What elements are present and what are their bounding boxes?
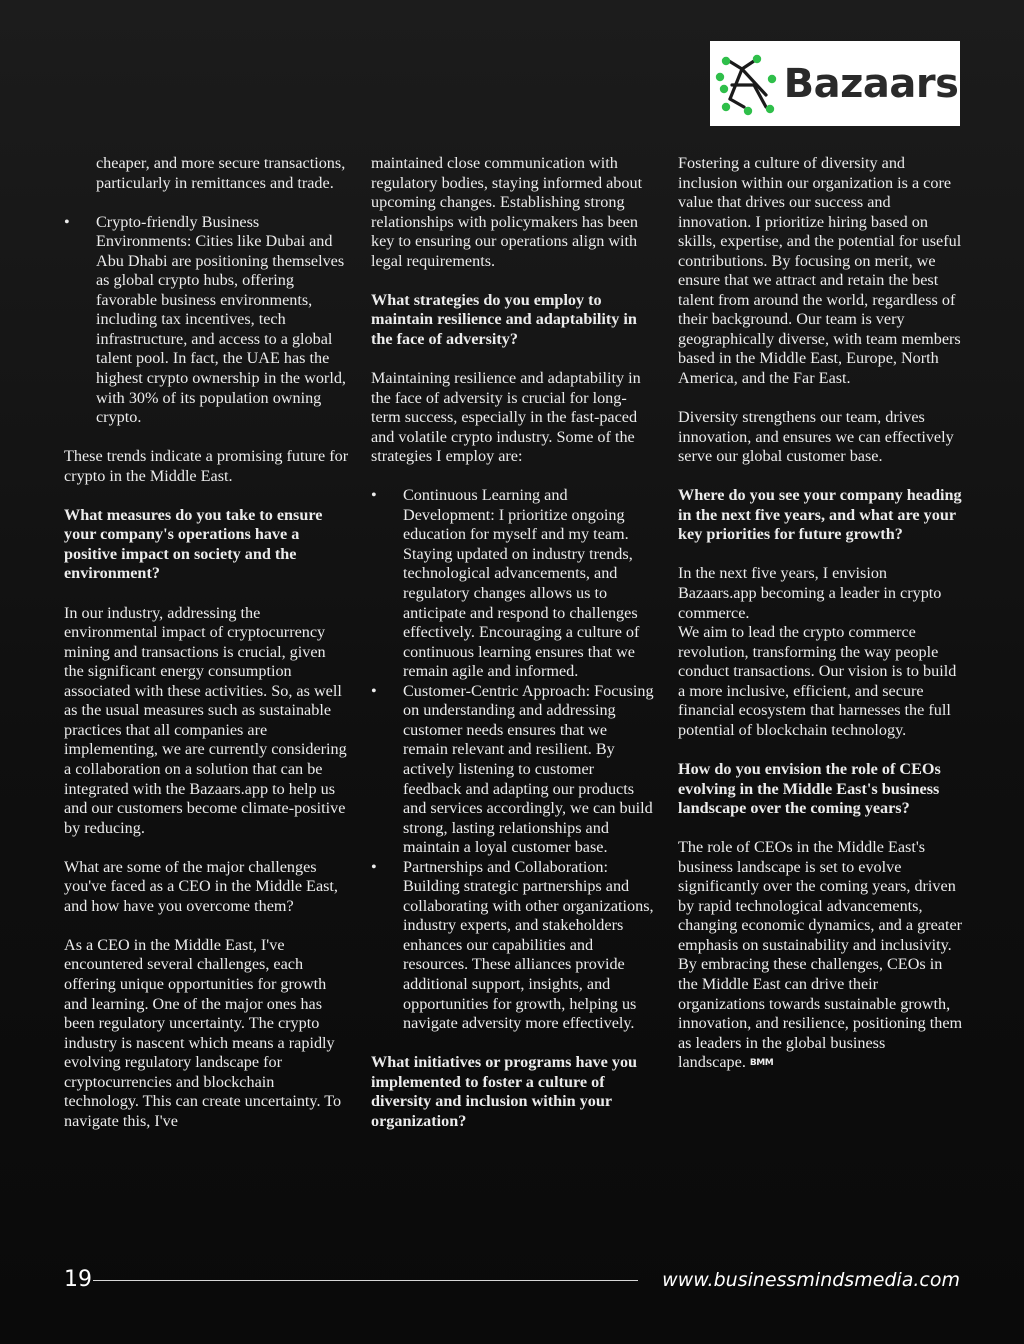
list-item: • Partnerships and Collaboration: Building strategic partnerships and collaborating with other organizations, industry experts, and stakeholders enhances our capabilities and resources. These alliances provide additional support, insights, and opportunities for growth, helping us navigate adversity more effectively. <box>371 858 656 1034</box>
bullet-crypto-friendly: • Crypto-friendly Business Environments: Cities like Dubai and Abu Dhabi are positioning themselves as global crypto hubs, offering favorable business environments, including tax incentives, tech infrastructure, and access to a global talent pool. In fact, the UAE has the highest crypto ownership in the world, with 30% of its population owning crypto. <box>64 213 349 428</box>
bazaars-network-icon <box>712 49 782 119</box>
bullet-continuation: cheaper, and more secure transactions, particularly in remittances and trade. <box>96 154 346 192</box>
answer-diversity-1: Fostering a culture of diversity and inclusion within our organization is a core value that drives our success and innovation. I prioritize hiring based on skills, expertise, and the potential for useful contributions. By focusing on merit, we ensure that we attract and retain the best talent from around the world, regardless of their background. Our team is very geographically diverse, with team members based in the Middle East, Europe, North America, and the Far East. <box>678 154 962 388</box>
answer-future-2: We aim to lead the crypto commerce revolution, transforming the way people conduct transactions. Our vision is to build a more inclusive, efficient, and secure financial ecosystem that harnesses the full potential of blockchain technology. <box>678 623 957 739</box>
question-challenges: What are some of the major challenges you've faced as a CEO in the Middle East, and how have you overcome them? <box>64 857 338 915</box>
page-number: 19 <box>64 1267 92 1292</box>
logo-wordmark: Bazaars <box>783 60 959 107</box>
answer-future-1: In the next five years, I envision Bazaars.app becoming a leader in crypto commerce. <box>678 564 942 622</box>
answer-diversity-2: Diversity strengthens our team, drives innovation, and ensures we can effectively serve our global customer base. <box>678 408 954 466</box>
strategies-list <box>371 486 656 1033</box>
bullet-list <box>64 213 349 428</box>
article-column-2 <box>371 154 656 1131</box>
answer-challenges: As a CEO in the Middle East, I've encountered several challenges, each offering unique opportunities for growth and learning. One of the major ones has been regulatory uncertainty. The crypto industry is nascent which means a rapidly evolving regulatory landscape for cryptocurrencies and blockchain technology. This can create uncertainty. To navigate this, I've <box>64 935 342 1130</box>
list-item: • Customer-Centric Approach: Focusing on understanding and addressing customer needs ensures that we remain relevant and resilient. By actively listening to customer feedback and adapting our products and services accordingly, we can build strong, lasting relationships and maintain a loyal customer base. <box>371 682 656 858</box>
answer-resilience: Maintaining resilience and adaptability in the face of adversity is crucial for long-term success, especially in the fast-paced and volatile crypto industry. Some of the strategies I employ are: <box>371 369 641 466</box>
list-item: • Continuous Learning and Development: I prioritize ongoing education for myself and my team. Staying updated on industry trends, technological advancements, and regulatory changes allows us to anticipate and respond to challenges effectively. Encouraging a culture of continuous learning ensures that we remain agile and informed. <box>371 486 656 681</box>
website-link[interactable]: www.businessmindsmedia.com <box>662 1269 960 1291</box>
footer-divider <box>93 1280 638 1281</box>
answer-impact: In our industry, addressing the environmental impact of cryptocurrency mining and transactions is crucial, given the significant energy consumption associated with these activities. So, as well as the usual measures such as sustainable practices that all companies are implementing, we are currently considering a collaboration on a solution that can be integrated with the Bazaars.app to help us and our customers become climate-positive by reducing. <box>64 603 347 837</box>
answer-ceo-role-2-text: By embracing these challenges, CEOs in the Middle East can drive their organizations towards sustainable growth, innovation, and resilience, positioning them as leaders in the global business landscape. <box>678 955 963 1072</box>
question-diversity: What initiatives or programs have you implemented to foster a culture of diversity and inclusion within your organization? <box>371 1053 638 1130</box>
article-column-3 <box>678 154 963 1074</box>
answer-challenges-continued: maintained close communication with regulatory bodies, staying informed about upcoming changes. Establishing strong relationships with policymakers has been key to ensuring our operations align with legal requirements. <box>371 154 643 270</box>
bazaars-logo <box>710 41 960 126</box>
answer-ceo-role-2 <box>678 955 963 1073</box>
article-column-1 <box>64 154 349 1131</box>
paragraph-trends: These trends indicate a promising future for crypto in the Middle East. <box>64 447 349 485</box>
answer-ceo-role-1: The role of CEOs in the Middle East's business landscape is set to evolve significantly over the coming years, driven by rapid technological advancements, changing economic dynamics, and a greater emphasis on sustainability and inclusivity. <box>678 838 963 954</box>
question-future: Where do you see your company heading in the next five years, and what are your key priorities for future growth? <box>678 486 962 544</box>
bmm-end-mark: BMM <box>749 1058 774 1069</box>
question-impact: What measures do you take to ensure your company's operations have a positive impact on society and the environment? <box>64 505 323 583</box>
question-resilience: What strategies do you employ to maintain resilience and adaptability in the face of adversity? <box>371 290 637 348</box>
question-ceo-role: How do you envision the role of CEOs evolving in the Middle East's business landscape over the coming years? <box>678 759 941 818</box>
